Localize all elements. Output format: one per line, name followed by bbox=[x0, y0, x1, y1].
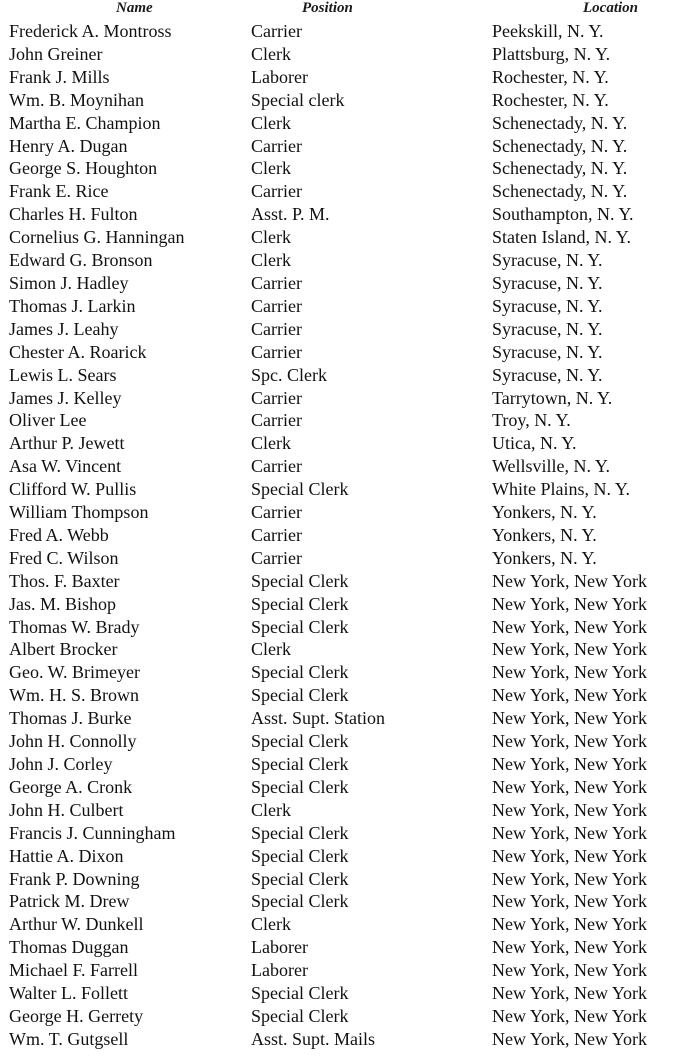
name-cell: Francis J. Cunningham bbox=[9, 822, 176, 843]
name-cell: George S. Houghton bbox=[9, 158, 158, 179]
name-cell: John H. Culbert bbox=[9, 799, 124, 820]
position-cell: Clerk bbox=[251, 799, 291, 820]
location-cell: New York, New York bbox=[492, 639, 648, 660]
location-cell: New York, New York bbox=[492, 570, 648, 591]
location-cell: New York, New York bbox=[492, 960, 648, 981]
location-cell: Rochester, N. Y. bbox=[492, 66, 609, 87]
table-row bbox=[0, 638, 698, 661]
location-cell: New York, New York bbox=[492, 731, 648, 752]
name-cell: Wm. B. Moynihan bbox=[9, 89, 144, 110]
table-row bbox=[0, 524, 698, 547]
name-cell: Arthur P. Jewett bbox=[9, 433, 125, 454]
name-cell: Thos. F. Baxter bbox=[9, 570, 120, 591]
name-cell: Michael F. Farrell bbox=[9, 960, 139, 981]
table-row bbox=[0, 249, 698, 272]
table-row bbox=[0, 203, 698, 226]
location-cell: New York, New York bbox=[492, 891, 648, 912]
position-cell: Carrier bbox=[251, 410, 302, 431]
position-cell: Carrier bbox=[251, 181, 302, 202]
name-cell: Fred C. Wilson bbox=[9, 547, 119, 568]
name-cell: Thomas J. Larkin bbox=[9, 295, 136, 316]
name-cell: Fred A. Webb bbox=[9, 524, 109, 545]
name-cell: Wm. T. Gutgsell bbox=[9, 1028, 129, 1049]
position-cell: Special Clerk bbox=[251, 983, 349, 1004]
table-row bbox=[0, 753, 698, 776]
position-cell: Carrier bbox=[251, 272, 302, 293]
location-cell: New York, New York bbox=[492, 914, 648, 935]
location-cell: Schenectady, N. Y. bbox=[492, 135, 628, 156]
name-cell: John J. Corley bbox=[9, 754, 113, 774]
name-cell: George A. Cronk bbox=[9, 776, 133, 797]
position-cell: Laborer bbox=[251, 937, 308, 958]
position-cell: Special Clerk bbox=[251, 776, 349, 797]
position-cell: Carrier bbox=[251, 524, 302, 545]
name-cell: John H. Connolly bbox=[9, 731, 137, 752]
table-row bbox=[0, 913, 698, 936]
location-cell: Syracuse, N. Y. bbox=[492, 272, 603, 293]
position-cell: Asst. Supt. Station bbox=[251, 708, 386, 729]
table-row bbox=[0, 364, 698, 387]
location-cell: Syracuse, N. Y. bbox=[492, 364, 603, 385]
table-row bbox=[0, 845, 698, 868]
name-cell: Wm. H. S. Brown bbox=[9, 685, 139, 706]
table-row bbox=[0, 547, 698, 570]
table-row bbox=[0, 707, 698, 730]
location-cell: New York, New York bbox=[492, 1028, 648, 1049]
name-cell: Hattie A. Dixon bbox=[9, 845, 124, 866]
name-cell: Geo. W. Brimeyer bbox=[9, 662, 140, 683]
location-cell: White Plains, N. Y. bbox=[492, 479, 630, 500]
name-cell: George H. Gerrety bbox=[9, 1005, 144, 1026]
position-cell: Clerk bbox=[251, 112, 291, 133]
position-cell: Special Clerk bbox=[251, 868, 349, 889]
position-cell: Clerk bbox=[251, 250, 291, 271]
table-row bbox=[0, 936, 698, 959]
table-row bbox=[0, 776, 698, 799]
location-cell: Syracuse, N. Y. bbox=[492, 295, 603, 316]
name-cell: Clifford W. Pullis bbox=[9, 479, 137, 500]
location-cell: New York, New York bbox=[492, 754, 648, 774]
location-cell: New York, New York bbox=[492, 868, 648, 889]
position-cell: Special Clerk bbox=[251, 616, 349, 637]
table-row bbox=[0, 341, 698, 364]
location-cell: Peekskill, N. Y. bbox=[492, 21, 604, 41]
position-cell: Carrier bbox=[251, 547, 302, 568]
location-cell: New York, New York bbox=[492, 662, 648, 683]
position-cell: Carrier bbox=[251, 318, 302, 339]
table-row bbox=[0, 43, 698, 66]
table-row bbox=[0, 432, 698, 455]
location-cell: Schenectady, N. Y. bbox=[492, 112, 628, 133]
table-row bbox=[0, 822, 698, 845]
table-row bbox=[0, 112, 698, 135]
table-row bbox=[0, 799, 698, 822]
position-cell: Carrier bbox=[251, 135, 302, 156]
location-cell: Troy, N. Y. bbox=[492, 410, 571, 431]
table-row bbox=[0, 66, 698, 89]
position-cell: Clerk bbox=[251, 43, 291, 64]
location-cell: Utica, N. Y. bbox=[492, 433, 577, 454]
table-row bbox=[0, 226, 698, 249]
location-cell: New York, New York bbox=[492, 593, 648, 614]
location-cell: New York, New York bbox=[492, 616, 648, 637]
name-cell: Chester A. Roarick bbox=[9, 341, 147, 362]
column-header-position: Position bbox=[302, 0, 353, 16]
table-row bbox=[0, 318, 698, 341]
name-cell: Oliver Lee bbox=[9, 410, 87, 431]
table-row bbox=[0, 455, 698, 478]
name-cell: Walter L. Follett bbox=[9, 983, 129, 1004]
name-cell: Simon J. Hadley bbox=[9, 272, 129, 293]
name-cell: William Thompson bbox=[9, 502, 149, 523]
name-cell: Asa W. Vincent bbox=[9, 456, 122, 477]
position-cell: Clerk bbox=[251, 158, 291, 179]
location-cell: New York, New York bbox=[492, 685, 648, 706]
location-cell: New York, New York bbox=[492, 822, 648, 843]
location-cell: Wellsville, N. Y. bbox=[492, 456, 611, 477]
table-row bbox=[0, 616, 698, 639]
location-cell: New York, New York bbox=[492, 1005, 648, 1026]
location-cell: Syracuse, N. Y. bbox=[492, 341, 603, 362]
name-cell: Martha E. Champion bbox=[9, 112, 161, 133]
name-cell: Patrick M. Drew bbox=[9, 891, 130, 912]
name-cell: Arthur W. Dunkell bbox=[9, 914, 144, 935]
table-row bbox=[0, 982, 698, 1005]
name-cell: Cornelius G. Hanningan bbox=[9, 227, 185, 248]
table-row bbox=[0, 684, 698, 707]
position-cell: Carrier bbox=[251, 21, 302, 41]
table-row bbox=[0, 730, 698, 753]
position-cell: Special clerk bbox=[251, 89, 345, 110]
position-cell: Special Clerk bbox=[251, 822, 349, 843]
location-cell: Plattsburg, N. Y. bbox=[492, 43, 611, 64]
position-cell: Carrier bbox=[251, 456, 302, 477]
column-header-name: Name bbox=[116, 0, 153, 16]
column-header-location: Location bbox=[583, 0, 638, 16]
table-row bbox=[0, 295, 698, 318]
position-cell: Asst. P. M. bbox=[251, 204, 330, 225]
position-cell: Special Clerk bbox=[251, 685, 349, 706]
table-row bbox=[0, 478, 698, 501]
position-cell: Special Clerk bbox=[251, 731, 349, 752]
table-row bbox=[0, 409, 698, 432]
position-cell: Carrier bbox=[251, 341, 302, 362]
table-row bbox=[0, 501, 698, 524]
name-cell: Thomas W. Brady bbox=[9, 616, 140, 637]
location-cell: Schenectady, N. Y. bbox=[492, 158, 628, 179]
name-cell: Frank P. Downing bbox=[9, 868, 140, 889]
name-cell: Albert Brocker bbox=[9, 639, 118, 660]
roster-list bbox=[0, 20, 698, 1051]
location-cell: Yonkers, N. Y. bbox=[492, 502, 597, 523]
location-cell: Yonkers, N. Y. bbox=[492, 547, 597, 568]
position-cell: Special Clerk bbox=[251, 1005, 349, 1026]
table-row bbox=[0, 890, 698, 913]
name-cell: Frederick A. Montross bbox=[9, 21, 172, 41]
table-row bbox=[0, 593, 698, 616]
position-cell: Carrier bbox=[251, 295, 302, 316]
table-row bbox=[0, 1028, 698, 1051]
location-cell: Rochester, N. Y. bbox=[492, 89, 609, 110]
name-cell: Thomas Duggan bbox=[9, 937, 129, 958]
table-row bbox=[0, 20, 698, 43]
location-cell: Schenectady, N. Y. bbox=[492, 181, 628, 202]
location-cell: New York, New York bbox=[492, 799, 648, 820]
table-row bbox=[0, 157, 698, 180]
position-cell: Special Clerk bbox=[251, 570, 349, 591]
position-cell: Carrier bbox=[251, 502, 302, 523]
location-cell: New York, New York bbox=[492, 983, 648, 1004]
name-cell: Jas. M. Bishop bbox=[9, 593, 117, 614]
position-cell: Clerk bbox=[251, 639, 291, 660]
location-cell: New York, New York bbox=[492, 845, 648, 866]
table-row bbox=[0, 570, 698, 593]
name-cell: Frank J. Mills bbox=[9, 66, 110, 87]
name-cell: James J. Kelley bbox=[9, 387, 122, 408]
table-row bbox=[0, 89, 698, 112]
location-cell: Yonkers, N. Y. bbox=[492, 524, 597, 545]
position-cell: Laborer bbox=[251, 960, 308, 981]
name-cell: Charles H. Fulton bbox=[9, 204, 138, 225]
position-cell: Special Clerk bbox=[251, 479, 349, 500]
position-cell: Spc. Clerk bbox=[251, 364, 327, 385]
table-row bbox=[0, 180, 698, 203]
table-row bbox=[0, 661, 698, 684]
location-cell: Syracuse, N. Y. bbox=[492, 250, 603, 271]
name-cell: Frank E. Rice bbox=[9, 181, 109, 202]
table-row bbox=[0, 959, 698, 982]
position-cell: Special Clerk bbox=[251, 891, 349, 912]
location-cell: New York, New York bbox=[492, 937, 648, 958]
name-cell: Lewis L. Sears bbox=[9, 364, 117, 385]
location-cell: New York, New York bbox=[492, 776, 648, 797]
position-cell: Special Clerk bbox=[251, 845, 349, 866]
name-cell: John Greiner bbox=[9, 43, 103, 64]
name-cell: James J. Leahy bbox=[9, 318, 119, 339]
location-cell: Syracuse, N. Y. bbox=[492, 318, 603, 339]
location-cell: New York, New York bbox=[492, 708, 648, 729]
name-cell: Thomas J. Burke bbox=[9, 708, 132, 729]
name-cell: Henry A. Dugan bbox=[9, 135, 128, 156]
position-cell: Asst. Supt. Mails bbox=[251, 1028, 376, 1049]
table-row bbox=[0, 868, 698, 891]
table-row bbox=[0, 387, 698, 410]
name-cell: Edward G. Bronson bbox=[9, 250, 153, 271]
position-cell: Clerk bbox=[251, 914, 291, 935]
position-cell: Laborer bbox=[251, 66, 308, 87]
position-cell: Special Clerk bbox=[251, 593, 349, 614]
table-row bbox=[0, 1005, 698, 1028]
location-cell: Tarrytown, N. Y. bbox=[492, 387, 613, 408]
position-cell: Special Clerk bbox=[251, 662, 349, 683]
position-cell: Clerk bbox=[251, 433, 291, 454]
position-cell: Special Clerk bbox=[251, 754, 349, 774]
location-cell: Southampton, N. Y. bbox=[492, 204, 634, 225]
position-cell: Carrier bbox=[251, 387, 302, 408]
table-row bbox=[0, 272, 698, 295]
position-cell: Clerk bbox=[251, 227, 291, 248]
table-row bbox=[0, 135, 698, 158]
location-cell: Staten Island, N. Y. bbox=[492, 227, 631, 248]
